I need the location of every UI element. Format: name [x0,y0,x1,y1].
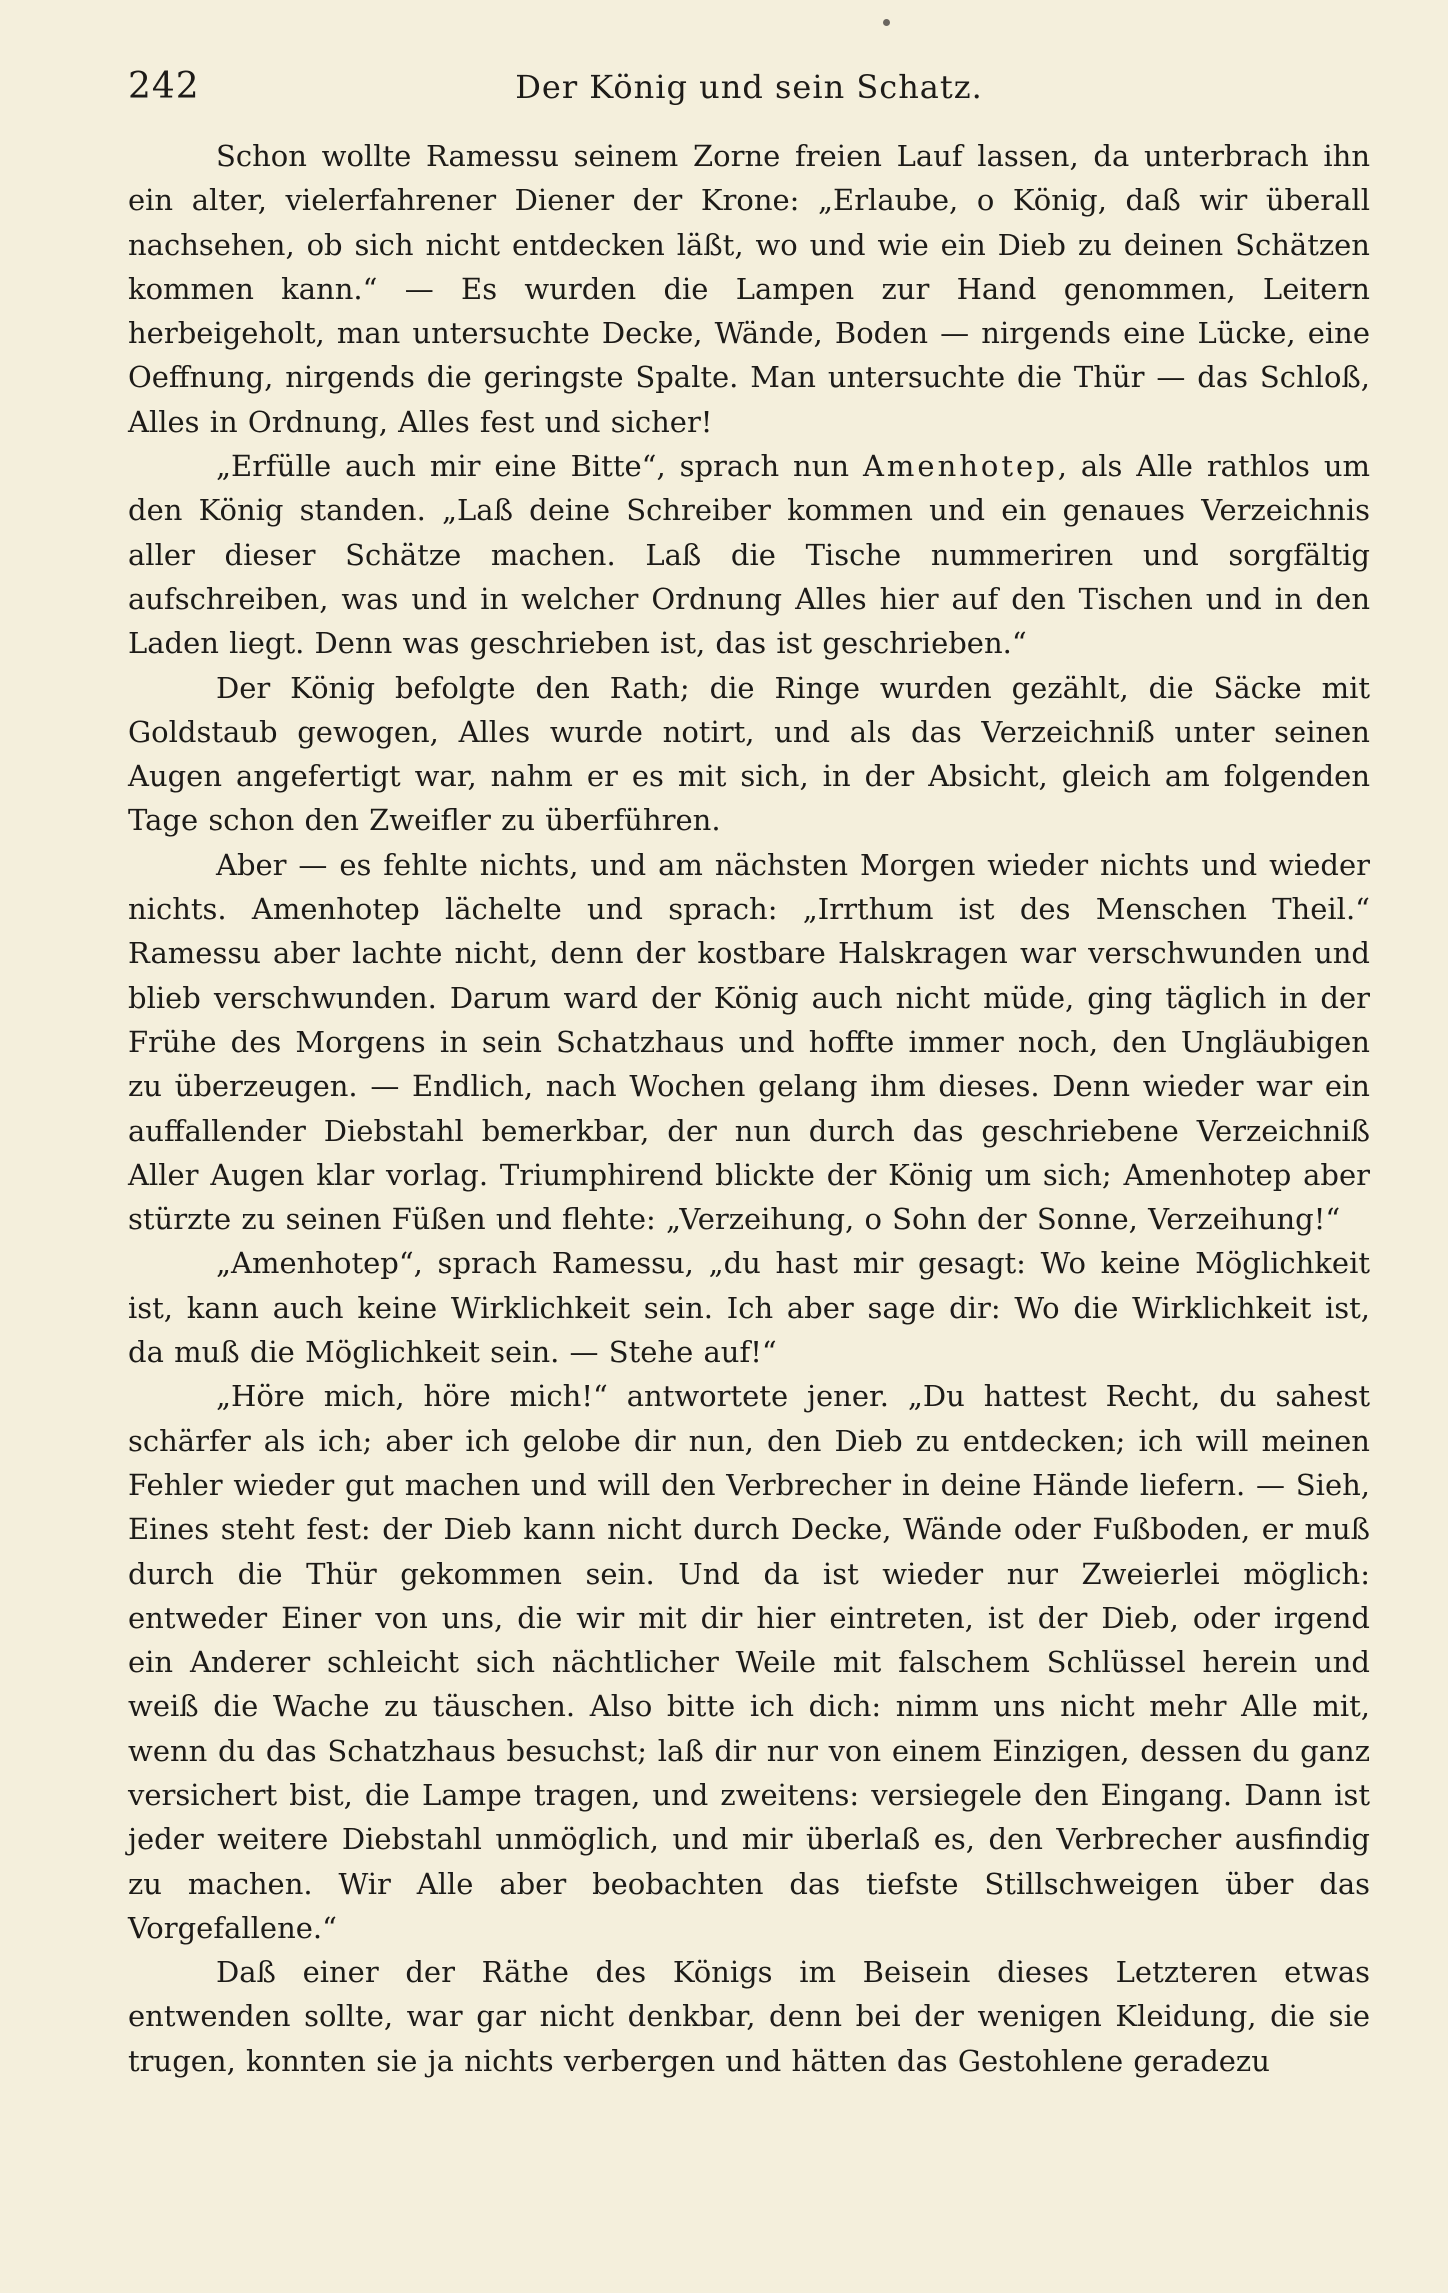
page-number: 242 [128,66,200,107]
page-header [128,62,1370,112]
paragraph-7: Daß einer der Räthe des Königs im Beisein dieses Letzteren etwas entwenden sollte, war gar nicht denkbar, denn bei der wenigen Kleidung, die sie trugen, konnten sie ja nichts verbergen und hätten das Gestohlene geradezu [128,1955,1370,2078]
paragraph-6: „Höre mich, höre mich!“ antwortete jener. „Du hattest Recht, du sahest schärfer als ich; aber ich gelobe dir nun, den Dieb zu entdecken; ich will meinen Fehler wieder gut machen und will den Verbrecher in deine Hände liefern. — Sieh, Eines steht fest: der Dieb kann nicht durch Decke, Wände oder Fußboden, er muß durch die Thür gekommen sein. Und da ist wieder nur Zweierlei möglich: entweder Einer von uns, die wir mit dir hier eintreten, ist der Dieb, oder irgend ein Anderer schleicht sich nächtlicher Weile mit falschem Schlüssel herein und weiß die Wache zu täuschen. Also bitte ich dich: nimm uns nicht mehr Alle mit, wenn du das Schatzhaus besuchst; laß dir nur von einem Einzigen, dessen du ganz versichert bist, die Lampe tragen, und zweitens: versiegele den Eingang. Dann ist jeder weitere Diebstahl unmöglich, und mir überlaß es, den Verbrecher ausfindig zu machen. Wir Alle aber beobachten das tiefste Stillschweigen über das Vorgefallene.“ [128,1379,1370,1945]
paragraph-2 [128,444,1370,665]
paragraph-2-after: , als Alle rathlos um den König standen. „Laß deine Schreiber kommen und ein genaues Verzeichnis aller dieser Schätze machen. Laß die Tische nummeriren und sorgfältig aufschreiben, was und in welcher Ordnung Alles hier auf den Tischen und in den Laden liegt. Denn was geschrieben ist, das ist geschrieben.“ [128,449,1370,661]
paragraph-3: Der König befolgte den Rath; die Ringe wurden gezählt, die Säcke mit Goldstaub gewogen, Alles wurde notirt, und als das Verzeichniß unter seinen Augen angefertigt war, nahm er es mit sich, in der Absicht, gleich am folgenden Tage schon den Zweifler zu überführen. [128,670,1370,838]
emphasized-name: Amenhotep [862,449,1058,484]
paragraph-4: Aber — es fehlte nichts, und am nächsten Morgen wieder nichts und wieder nichts. Amenhotep lächelte und sprach: „Irrthum ist des Menschen Theil.“ Ramessu aber lachte nicht, denn der kostbare Halskragen war verschwunden und blieb verschwunden. Darum ward der König auch nicht müde, ging täglich in der Frühe des Morgens in sein Schatzhaus und hoffte immer noch, den Ungläubigen zu überzeugen. — Endlich, nach Wochen gelang ihm dieses. Denn wieder war ein auffallender Diebstahl bemerkbar, der nun durch das geschriebene Verzeichniß Aller Augen klar vorlag. Triumphirend blickte der König um sich; Amenhotep aber stürzte zu seinen Füßen und flehte: „Verzeihung, o Sohn der Sonne, Verzeihung!“ [128,847,1370,1237]
paragraph-5: „Amenhotep“, sprach Ramessu, „du hast mir gesagt: Wo keine Möglichkeit ist, kann auch keine Wirklichkeit sein. Ich aber sage dir: Wo die Wirklichkeit ist, da muß die Möglichkeit sein. — Stehe auf!“ [128,1246,1370,1370]
print-dot [883,19,890,26]
body-text [128,134,1370,2083]
paragraph-1: Schon wollte Ramessu seinem Zorne freien Lauf lassen, da unterbrach ihn ein alter, vielerfahrener Diener der Krone: „Erlaube, o König, daß wir überall nachsehen, ob sich nicht entdecken läßt, wo und wie ein Dieb zu deinen Schätzen kommen kann.“ — Es wurden die Lampen zur Hand genommen, Leitern herbeigeholt, man untersuchte Decke, Wände, Boden — nirgends eine Lücke, eine Oeffnung, nirgends die geringste Spalte. Man untersuchte die Thür — das Schloß, Alles in Ordnung, Alles fest und sicher! [128,139,1370,439]
paragraph-2-before: „Erfülle auch mir eine Bitte“, sprach nun [216,449,863,484]
running-title: Der König und sein Schatz. [515,68,983,106]
